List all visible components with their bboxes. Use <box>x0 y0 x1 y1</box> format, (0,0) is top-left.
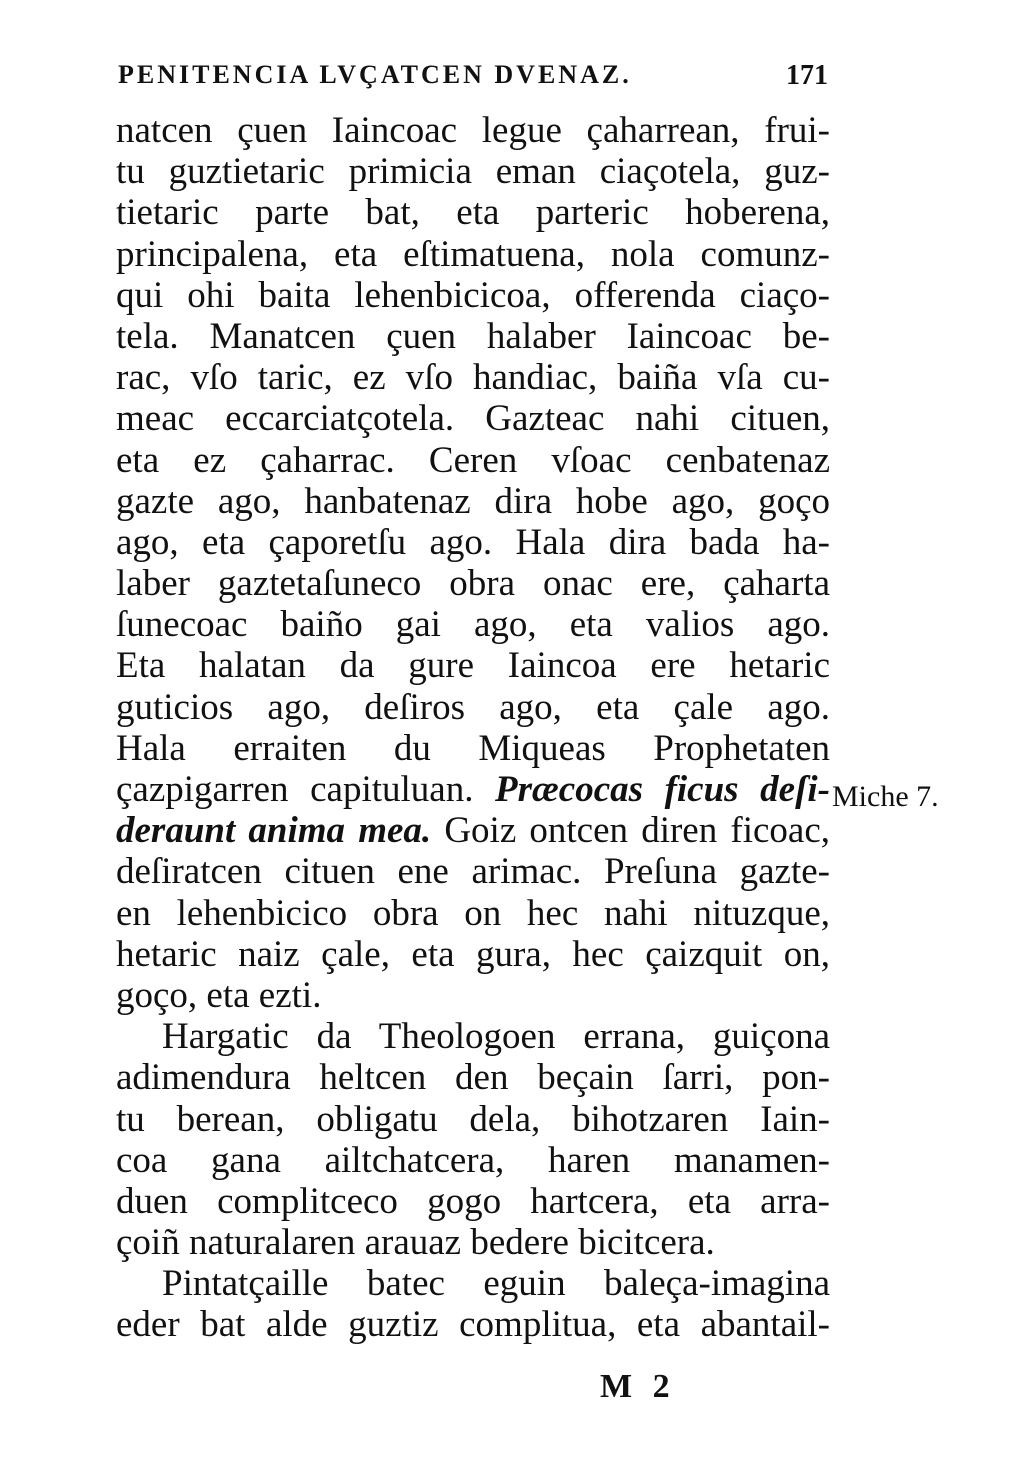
text-line: guticios ago, deſiros ago, eta çale ago. <box>116 686 830 728</box>
text-line: tu guztietaric primicia eman ciaçotela, guz- <box>116 151 830 193</box>
page-number: 171 <box>786 60 828 91</box>
running-head: PENITENCIA LVÇATCEN DVENAZ. <box>118 60 632 89</box>
signature-mark: M 2 <box>600 1368 676 1405</box>
text-line: en lehenbicico obra on hec nahi nituzque, <box>116 892 830 934</box>
text-line-with-latin <box>116 769 830 810</box>
text-line: coa gana ailtchatcera, haren manamen- <box>116 1139 830 1181</box>
text-line: goço, eta ezti. <box>116 974 322 1016</box>
text-line: rac, vſo taric, ez vſo handiac, baiña vſa cu- <box>116 357 830 399</box>
text-line: çoiñ naturalaren arauaz bedere bicitcera. <box>116 1222 715 1264</box>
text-line: Hargatic da Theologoen errana, guiçona <box>162 1016 830 1058</box>
text-line: ago, eta çaporetſu ago. Hala dira bada ha- <box>116 521 830 563</box>
text-line: hetaric naiz çale, eta gura, hec çaizquit on, <box>116 933 830 975</box>
text-segment: Goiz ontcen diren ficoac, <box>444 810 830 852</box>
text-line: deſiratcen cituen ene arimac. Preſuna gazte- <box>116 851 830 893</box>
margin-note: Miche 7. <box>832 780 939 813</box>
text-line: eta ez çaharrac. Ceren vſoac cenbatenaz <box>116 439 830 481</box>
text-line: tu berean, obligatu dela, bihotzaren Iain- <box>116 1098 830 1140</box>
text-line: tela. Manatcen çuen halaber Iaincoac be- <box>116 315 830 357</box>
text-line: Pintatçaille batec eguin baleça-imagina <box>162 1263 830 1305</box>
latin-quote: Præcocas ficus deſi- <box>495 769 831 810</box>
text-line: eder bat alde guztiz complitua, eta abantail- <box>116 1304 830 1346</box>
text-line-with-latin <box>116 810 830 851</box>
text-line: natcen çuen Iaincoac legue çaharrean, frui- <box>116 110 830 151</box>
page-header <box>118 60 828 100</box>
text-line: duen complitceco gogo hartcera, eta arra- <box>116 1180 830 1222</box>
text-line: gazte ago, hanbatenaz dira hobe ago, goço <box>116 480 830 522</box>
text-line: tietaric parte bat, eta parteric hoberena, <box>116 192 830 234</box>
text-line: meac eccarciatçotela. Gazteac nahi cituen, <box>116 398 830 440</box>
latin-quote: deraunt anima mea. <box>116 810 432 852</box>
text-line: Hala erraiten du Miqueas Prophetaten <box>116 727 830 769</box>
text-line: laber gaztetaſuneco obra onac ere, çaharta <box>116 563 830 605</box>
body-text <box>116 110 830 1346</box>
text-line: Eta halatan da gure Iaincoa ere hetaric <box>116 645 830 687</box>
text-line: ſunecoac baiño gai ago, eta valios ago. <box>116 604 830 646</box>
text-line: adimendura heltcen den beçain ſarri, pon- <box>116 1057 830 1099</box>
text-line: qui ohi baita lehenbicicoa, offerenda ciaço- <box>116 274 830 316</box>
text-segment: çazpigarren capituluan. <box>116 769 474 810</box>
text-line: principalena, eta eſtimatuena, nola comunz- <box>116 233 830 275</box>
